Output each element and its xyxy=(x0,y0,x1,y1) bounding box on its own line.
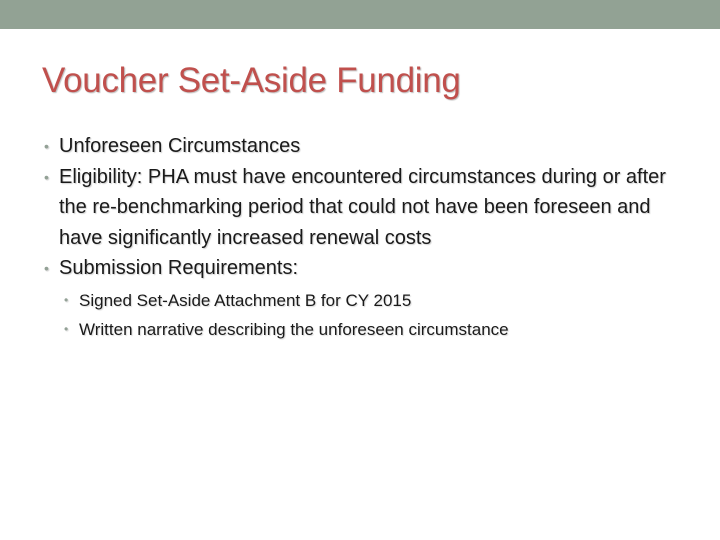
bullet-submission-requirements xyxy=(44,253,684,284)
sub-bullet-list xyxy=(44,286,684,344)
bullet-text: Submission Requirements: xyxy=(59,257,298,279)
bullet-dot-icon: • xyxy=(44,260,49,276)
bullet-eligibility xyxy=(44,162,684,254)
bullet-text: Unforeseen Circumstances xyxy=(59,135,301,157)
bullet-dot-icon: • xyxy=(44,168,49,185)
sub-bullet-attachment-b xyxy=(64,286,684,315)
top-band xyxy=(0,0,720,29)
bullet-dot-icon: • xyxy=(64,292,69,307)
sub-bullet-written-narrative xyxy=(64,315,684,344)
slide-title: Voucher Set-Aside Funding xyxy=(42,61,461,100)
sub-bullet-text: Written narrative describing the unforeseen circumstance xyxy=(79,319,509,339)
bullet-text: Eligibility: PHA must have encountered circumstances during or after the re-benchmarking period that could not have been foreseen and have significantly increased renewal costs xyxy=(59,165,666,249)
sub-bullet-text: Signed Set-Aside Attachment B for CY 2015 xyxy=(79,290,412,310)
bullet-unforeseen-circumstances xyxy=(44,131,684,162)
bullet-dot-icon: • xyxy=(64,321,69,336)
slide-body xyxy=(44,131,684,344)
bullet-dot-icon: • xyxy=(44,138,49,154)
